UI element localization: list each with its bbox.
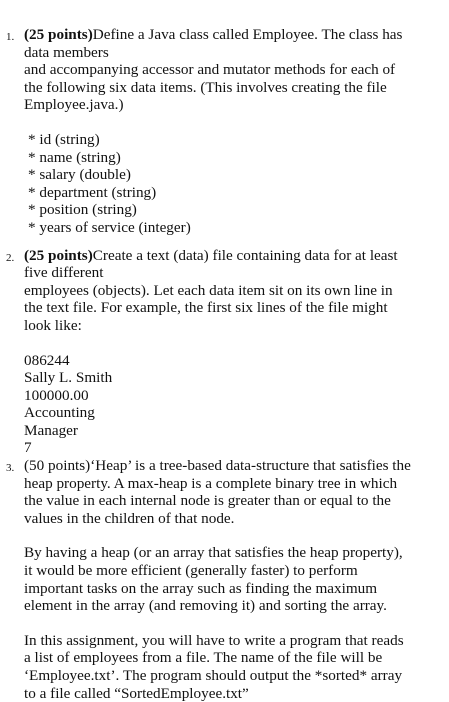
- example-line: 086244: [24, 351, 70, 369]
- paragraph-line: to a file called “SortedEmployee.txt”: [24, 684, 249, 702]
- question-text-line: the value in each internal node is greater than or equal to the: [24, 492, 391, 510]
- example-file-lines: [24, 352, 441, 458]
- spacer: [24, 114, 441, 131]
- question-text-line: five different: [24, 264, 104, 282]
- question-text-line: and accompanying accessor and mutator methods for each of: [24, 61, 396, 79]
- paragraph: [24, 632, 441, 702]
- question-number: 3.: [6, 462, 15, 475]
- spacer: [0, 237, 449, 247]
- question-text-line: Employee.java.): [24, 96, 124, 114]
- example-line: Accounting: [24, 404, 95, 422]
- question-text-line: the text file. For example, the first six lines of the file might: [24, 299, 388, 317]
- question-text-line: the following six data items. (This involves creating the file: [24, 78, 387, 96]
- list-item: * years of service (integer): [28, 218, 191, 236]
- list-item: * department (string): [28, 183, 157, 201]
- spacer: [24, 335, 441, 352]
- list-item: * name (string): [28, 148, 121, 166]
- spacer: [24, 527, 441, 544]
- paragraph-line: a list of employees from a file. The name of the file will be: [24, 649, 383, 667]
- paragraph-line: By having a heap (or an array that satisfies the heap property),: [24, 544, 403, 562]
- list-item: * salary (double): [28, 166, 131, 184]
- question-2: [0, 247, 449, 458]
- assignment-document: [0, 26, 449, 702]
- question-first-line: [24, 247, 441, 265]
- question-first-line: [24, 26, 441, 44]
- list-item: * position (string): [28, 201, 137, 219]
- paragraph-line: element in the array (and removing it) and sorting the array.: [24, 597, 387, 615]
- question-text: ‘Heap’ is a tree-based data-structure that satisfies the: [90, 457, 411, 475]
- example-line: Sally L. Smith: [24, 369, 113, 387]
- question-text-line: heap property. A max-heap is a complete binary tree in which: [24, 474, 398, 492]
- example-line: 100000.00: [24, 386, 89, 404]
- points-label: (25 points): [24, 26, 93, 43]
- paragraph: [24, 544, 441, 614]
- paragraph-line: ‘Employee.txt’. The program should output the *sorted* array: [24, 667, 403, 684]
- question-text-line: data members: [24, 43, 109, 61]
- list-item: * id (string): [28, 130, 100, 148]
- paragraph-line: important tasks on the array such as finding the maximum: [24, 579, 378, 597]
- question-text-line: employees (objects). Let each data item sit on its own line in: [24, 281, 393, 299]
- question-1: [0, 26, 449, 237]
- example-line: 7: [24, 439, 32, 457]
- paragraph-line: In this assignment, you will have to write a program that reads: [24, 631, 404, 649]
- paragraph-line: it would be more efficient (generally faster) to perform: [24, 562, 358, 580]
- question-number: 1.: [6, 31, 15, 43]
- question-first-line: [24, 457, 441, 475]
- question-3: [0, 457, 449, 702]
- points-label: (25 points): [24, 246, 93, 264]
- question-text-line: values in the children of that node.: [24, 509, 235, 527]
- question-text: Define a Java class called Employee. The class has: [92, 26, 403, 43]
- question-text-line: look like:: [24, 316, 82, 334]
- data-member-list: [24, 131, 441, 237]
- spacer: [24, 615, 441, 632]
- question-text: Create a text (data) file containing data for at least: [92, 246, 398, 264]
- example-line: Manager: [24, 421, 78, 439]
- points-label: (50 points): [24, 457, 91, 475]
- question-number: 2.: [6, 251, 15, 264]
